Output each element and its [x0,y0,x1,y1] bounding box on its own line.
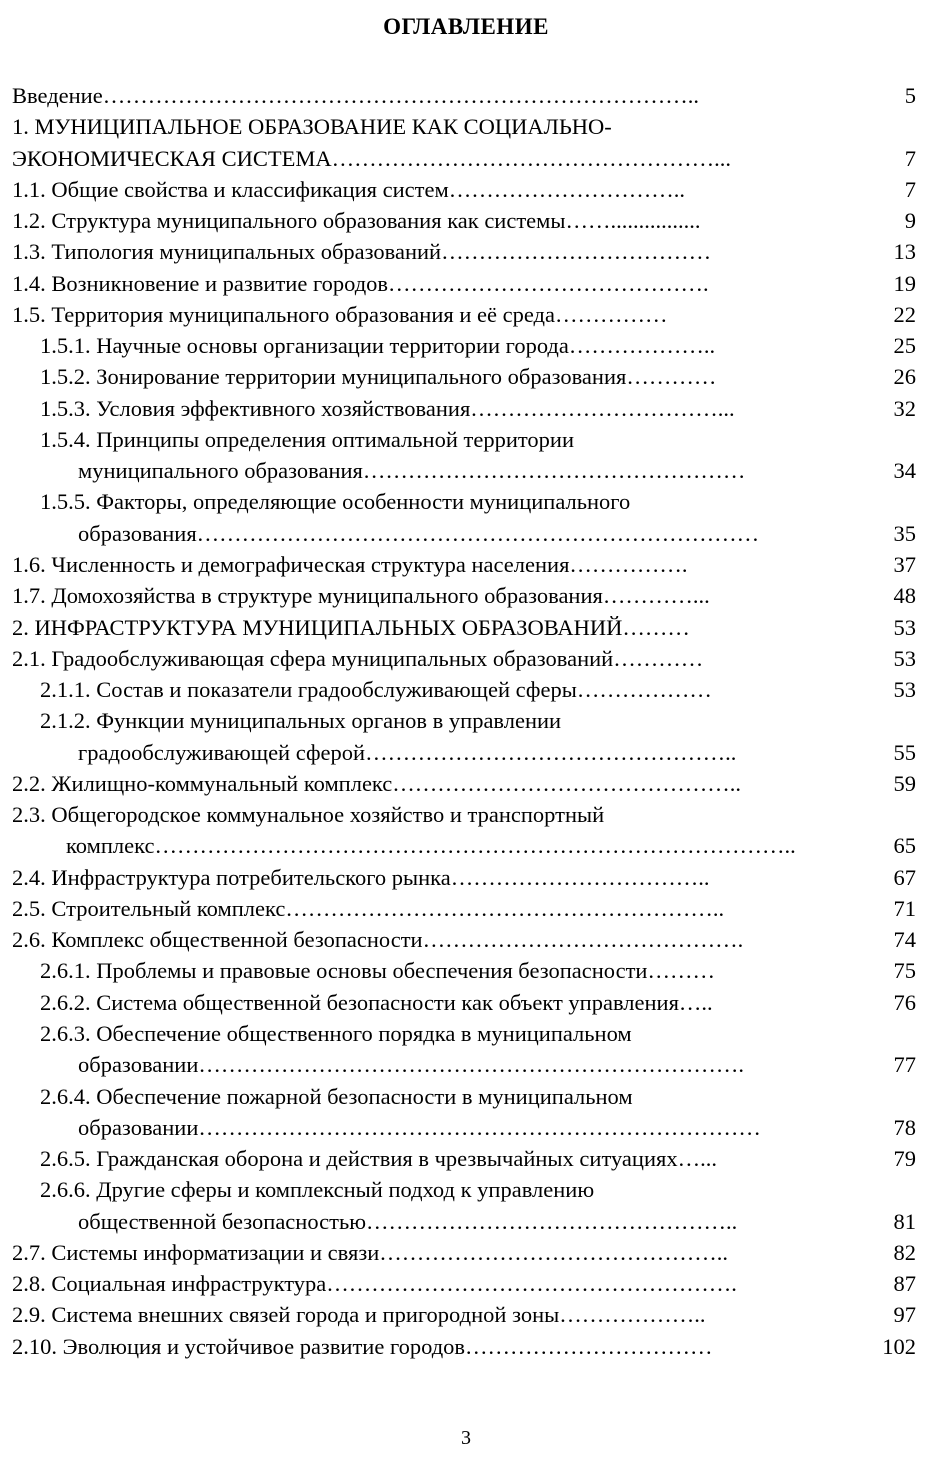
toc-page-number: 32 [893,395,916,421]
toc-entry-title: 2.1.2. Функции муниципальных органов в управлении [40,708,562,734]
toc-page-number: 76 [893,989,916,1015]
toc-line [12,1331,916,1362]
toc-page-number: 19 [893,270,916,296]
toc-entry-title: 1.5.5. Факторы, определяющие особенности муниципального [40,489,631,515]
toc-entry-title: 2.4. Инфраструктура потребительского рынка…………………………….. [12,864,710,890]
toc-page-number: 97 [893,1302,916,1328]
toc-page-number: 75 [893,958,916,984]
toc-line [12,580,916,611]
toc-page-number: 82 [893,1239,916,1265]
toc-line [12,1237,916,1268]
toc-entry-title: 2.2. Жилищно-коммунальный комплекс……………………………………….. [12,770,742,796]
toc-entry-title: 1.5.2. Зонирование территории муниципального образования………… [40,364,717,390]
toc-line [12,1143,916,1174]
toc-entry-title: 1.1. Общие свойства и классификация систем………………………….. [12,176,685,202]
page-number: 3 [461,1427,471,1449]
toc-line [12,924,916,955]
toc-entry-title: 2.6.2. Система общественной безопасности как объект управления….. [40,989,713,1015]
toc-page-number: 53 [893,614,916,640]
toc-line [12,393,916,424]
toc-page-number: 78 [893,1114,916,1140]
toc-entry-title: ЭКОНОМИЧЕСКАЯ СИСТЕМА……………………………………………... [12,145,731,171]
toc-line [12,1206,916,1237]
toc-page-number: 81 [893,1208,916,1234]
toc-entry-title: 1.5.1. Научные основы организации территории города……………….. [40,333,716,359]
toc-line [12,1112,916,1143]
toc-page-number: 55 [893,739,916,765]
toc-line [12,424,916,455]
toc-line [12,893,916,924]
toc-line [12,549,916,580]
toc-line [12,955,916,986]
toc-line [12,1268,916,1299]
toc-line [12,143,916,174]
toc-entry-title: муниципального образования…………………………………………… [78,458,746,484]
toc-entry-title: 2.1. Градообслуживающая сфера муниципальных образований………… [12,645,704,671]
toc-entry-title: 1.2. Структура муниципального образования как системы……................ [12,208,701,234]
toc-entry-title: 2.6.6. Другие сферы и комплексный подход к управлению [40,1177,595,1203]
toc-entry-title: 2. ИНФРАСТРУКТУРА МУНИЦИПАЛЬНЫХ ОБРАЗОВАНИЙ……… [12,614,690,640]
toc-page-number: 77 [893,1052,916,1078]
toc-line [12,705,916,736]
toc-entry-title: 2.7. Системы информатизации и связи……………………………………….. [12,1239,729,1265]
toc-line [12,643,916,674]
toc-entry-title: 2.5. Строительный комплекс………………………………………………….. [12,895,725,921]
toc-entry-title: общественной безопасностью………………………………………….. [78,1208,738,1234]
toc-line [12,1081,916,1112]
toc-page-number: 34 [893,458,916,484]
toc-entry-title: образования………………………………………………………………… [78,520,760,546]
toc-entry-title: 2.9. Система внешних связей города и пригородной зоны……………….. [12,1302,706,1328]
toc-entry-title: 2.10. Эволюция и устойчивое развитие городов…………………………… [12,1333,713,1359]
toc-entry-title: образовании………………………………………………………………… [78,1114,761,1140]
toc-line [12,1299,916,1330]
toc-page-number: 67 [893,864,916,890]
toc-line [12,299,916,330]
toc-page-number: 53 [893,645,916,671]
toc-line [12,205,916,236]
toc-line [12,174,916,205]
toc-page-number: 48 [893,583,916,609]
toc-page-number: 74 [893,927,916,953]
toc-entry-title: 1.3. Типология муниципальных образований……………………………… [12,239,712,265]
toc-page-number: 5 [904,83,916,108]
toc-page-number: 53 [893,677,916,703]
toc-page-number: 7 [904,145,916,171]
toc-entry-title: 2.6. Комплекс общественной безопасности……………………………………. [12,927,744,953]
toc-line [12,80,916,111]
toc-page-number: 79 [893,1146,916,1172]
toc-line [12,111,916,142]
toc-line [12,236,916,267]
toc-entry-title: 1.5.3. Условия эффективного хозяйствования……………………………... [40,395,735,421]
toc-page-number: 35 [893,520,916,546]
table-of-contents [12,80,916,1362]
toc-page-number: 87 [893,1271,916,1297]
toc-page-number: 37 [893,551,916,577]
toc-line [12,1018,916,1049]
toc-entry-title: 1.5. Территория муниципального образования и её среда…………… [12,301,668,327]
toc-page-number: 7 [904,176,916,202]
toc-entry-title: комплекс………………………………………………………………………….. [66,833,796,859]
toc-line [12,987,916,1018]
toc-page-number: 25 [893,333,916,359]
toc-entry-title: 1.4. Возникновение и развитие городов……………………………………. [12,270,709,296]
toc-line [12,518,916,549]
toc-line [12,862,916,893]
toc-page-number: 65 [893,833,916,859]
toc-line [12,612,916,643]
toc-line [12,268,916,299]
toc-entry-title: 1. МУНИЦИПАЛЬНОЕ ОБРАЗОВАНИЕ КАК СОЦИАЛЬНО- [12,114,612,140]
toc-entry-title: 1.7. Домохозяйства в структуре муниципального образования…………... [12,583,710,609]
toc-entry-title: 2.1.1. Состав и показатели градообслуживающей сферы……………… [40,677,712,703]
toc-entry-title: 1.5.4. Принципы определения оптимальной территории [40,426,574,452]
page-title: ОГЛАВЛЕНИЕ [383,14,549,39]
toc-entry-title: 2.6.5. Гражданская оборона и действия в чрезвычайных ситуациях…... [40,1146,717,1172]
toc-line [12,361,916,392]
toc-line [12,1174,916,1205]
toc-entry-title: 1.6. Численность и демографическая структура населения……………. [12,551,688,577]
toc-page-number: 22 [893,301,916,327]
toc-page-number: 102 [882,1333,916,1359]
toc-entry-title: 2.8. Социальная инфраструктура………………………………………………. [12,1271,737,1297]
toc-entry-title: образовании………………………………………………………………. [78,1052,745,1078]
toc-page-number: 26 [893,364,916,390]
toc-entry-title: градообслуживающей сферой………………………………………….. [78,739,737,765]
toc-line [12,330,916,361]
toc-line [12,799,916,830]
toc-line [12,1049,916,1080]
toc-line [12,455,916,486]
toc-page-number: 13 [893,239,916,265]
toc-entry-title: 2.6.1. Проблемы и правовые основы обеспечения безопасности……… [40,958,715,984]
toc-entry-title: 2.3. Общегородское коммунальное хозяйство и транспортный [12,802,605,828]
toc-line [12,674,916,705]
toc-line [12,830,916,861]
toc-entry-title: Введение…………………………………………………………………….. [12,83,699,108]
toc-page-number: 59 [893,770,916,796]
toc-entry-title: 2.6.3. Обеспечение общественного порядка в муниципальном [40,1020,632,1046]
toc-page-number: 9 [904,208,916,234]
toc-entry-title: 2.6.4. Обеспечение пожарной безопасности в муниципальном [40,1083,633,1109]
toc-line [12,486,916,517]
toc-line [12,768,916,799]
toc-line [12,737,916,768]
toc-page-number: 71 [893,895,916,921]
